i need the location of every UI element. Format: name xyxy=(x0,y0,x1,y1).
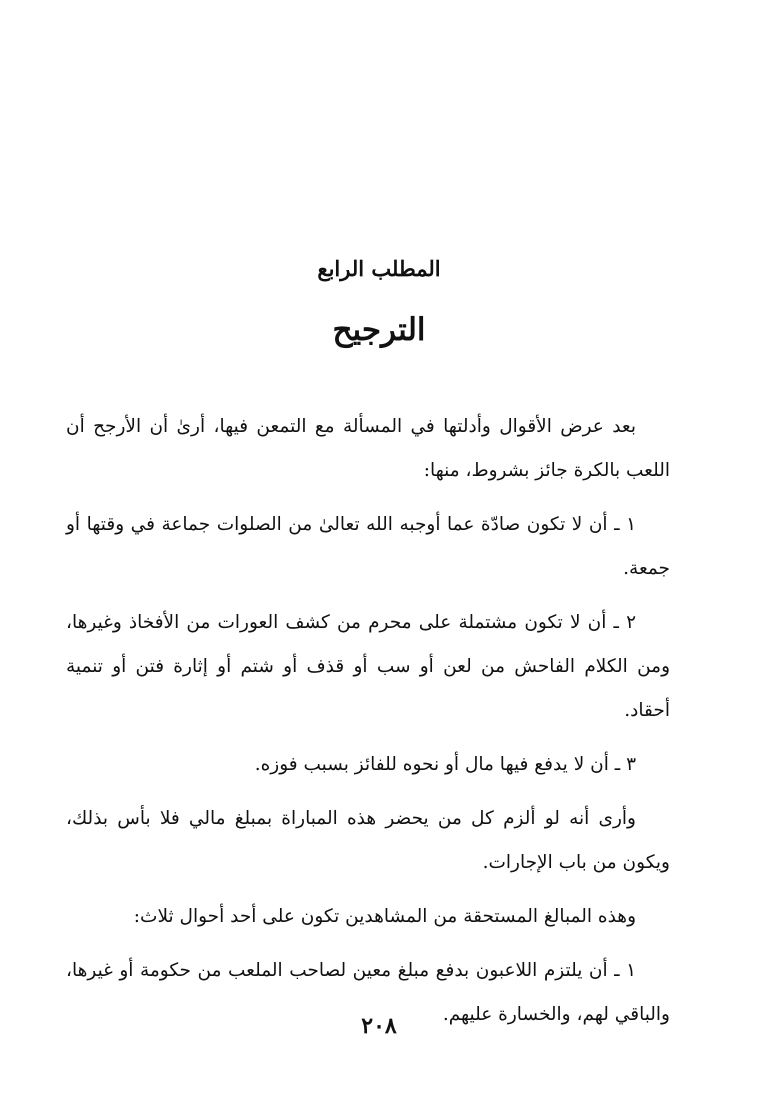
section-title: الترجيح xyxy=(332,312,426,348)
paragraph-condition-3: ٣ ـ أن لا يدفع فيها مال أو نحوه للفائز بسبب فوزه. xyxy=(254,754,636,775)
paragraph-case-1: ١ ـ أن يلتزم اللاعبون بدفع مبلغ معين لصاحب الملعب من حكومة أو غيرها، والباقي لهم، والخسارة عليهم. xyxy=(66,960,670,1025)
paragraph-fee-opinion: وأرى أنه لو ألزم كل من يحضر هذه المباراة بمبلغ مالي فلا بأس بذلك، ويكون من باب الإجارات. xyxy=(66,808,670,873)
paragraph-condition-1: ١ ـ أن لا تكون صادّة عما أوجبه الله تعالىٰ من الصلوات جماعة في وقتها أو جمعة. xyxy=(66,514,670,579)
section-label: المطلب الرابع xyxy=(317,256,441,281)
body-text xyxy=(66,405,670,1047)
paragraph-intro: بعد عرض الأقوال وأدلتها في المسألة مع التمعن فيها، أرىٰ أن الأرجح أن اللعب بالكرة جائز بشروط، منها: xyxy=(66,416,670,481)
page-number: ٢٠٨ xyxy=(361,1013,397,1039)
paragraph-condition-2: ٢ ـ أن لا تكون مشتملة على محرم من كشف العورات من الأفخاذ وغيرها، ومن الكلام الفاحش من لعن أو سب أو قذف أو شتم أو إثارة فتن أو تنمية أحقاد. xyxy=(66,612,670,721)
paragraph-fee-cases: وهذه المبالغ المستحقة من المشاهدين تكون على أحد أحوال ثلاث: xyxy=(133,906,636,927)
